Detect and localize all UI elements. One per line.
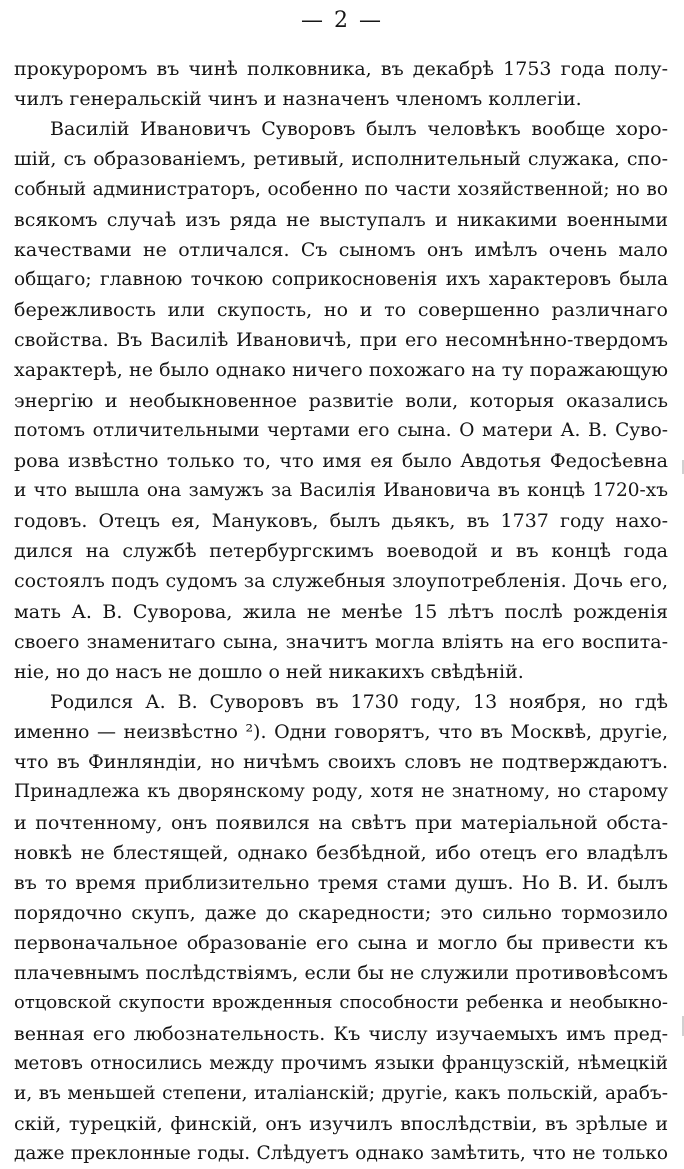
text-line: даже преклонные годы. Слѣдуетъ однако замѣтить, что не только <box>14 1143 668 1165</box>
text-line: и почтенному, онъ появился на свѣтъ при матеріальной обста- <box>14 811 668 834</box>
text-line: своего знаменитаго сына, значитъ могла вліять на его воспита- <box>14 630 668 653</box>
text-line: плачевнымъ послѣдствіямъ, если бы не служили противовѣсомъ <box>14 962 668 985</box>
text-line: новкѣ не блестящей, однако безбѣдной, ибо отецъ его владѣлъ <box>14 841 668 864</box>
text-line: бережливость или скупость, но и то совершенно различнаго <box>14 299 668 322</box>
text-line: первоначальное образованіе его сына и могло бы привести къ <box>14 932 668 955</box>
text-line: метовъ относились между прочимъ языки французскій, нѣмецкій <box>14 1052 668 1074</box>
text-line: Василій Ивановичъ Суворовъ былъ человѣкъ вообще хоро- <box>50 118 668 141</box>
text-line: характерѣ, не было однако ничего похожаго на ту поражающую <box>14 359 668 382</box>
page-number: — 2 — <box>301 8 383 33</box>
text-line: Родился А. В. Суворовъ въ 1730 году, 13 ноября, но гдѣ <box>50 690 668 713</box>
text-line: шій, съ образованіемъ, ретивый, исполнительный служака, спо- <box>14 148 668 171</box>
text-line: и что вышла она замужъ за Василія Ивановича въ концѣ 1720-хъ <box>14 479 668 501</box>
text-line: именно — неизвѣстно ²). Одни говорятъ, что въ Москвѣ, другіе, <box>14 721 668 744</box>
text-line: качествами не отличался. Съ сыномъ онъ имѣлъ очень мало <box>14 238 668 261</box>
text-line: отцовской скупости врожденныя способности ребенка и необыкно- <box>14 992 668 1014</box>
text-line: Принадлежа къ дворянскому роду, хотя не знатному, но старому <box>14 781 668 803</box>
text-line: ніе, но до насъ не дошло о ней никакихъ свѣдѣній. <box>14 660 524 683</box>
text-line: состоялъ подъ судомъ за служебныя злоупотребленія. Дочь его, <box>14 570 668 593</box>
text-line: годовъ. Отецъ ея, Мануковъ, былъ дьякъ, въ 1737 году нахо- <box>14 510 668 533</box>
text-line: порядочно скупъ, даже до скаредности; это сильно тормозило <box>14 901 668 924</box>
text-line: мать А. В. Суворова, жила не менѣе 15 лѣтъ послѣ рожденія <box>14 600 668 623</box>
text-line: свойства. Въ Василіѣ Ивановичѣ, при его несомнѣнно-твердомъ <box>14 329 668 352</box>
text-line: прокуроромъ въ чинѣ полковника, въ декабрѣ 1753 года полу- <box>14 58 668 80</box>
text-line: рова извѣстно только то, что имя ея было Авдотья Федосѣевна <box>14 449 668 472</box>
body-text <box>14 54 668 1169</box>
text-line: чилъ генеральскій чинъ и назначенъ членомъ коллегіи. <box>14 88 582 111</box>
text-line: и, въ меньшей степени, италіанскій; другіе, какъ польскій, арабъ- <box>14 1082 668 1104</box>
text-line: что въ Финляндіи, но ничѣмъ своихъ словъ не подтверждаютъ. <box>14 751 668 774</box>
text-line: венная его любознательность. Къ числу изучаемыхъ имъ пред- <box>14 1022 668 1045</box>
text-line: общаго; главною точкою соприкосновенія ихъ характеровъ была <box>14 268 668 290</box>
text-line: всякомъ случаѣ изъ ряда не выступалъ и никакими военными <box>14 208 668 231</box>
text-line: дился на службѣ петербургскимъ воеводой и въ концѣ года <box>14 540 668 563</box>
text-line: собный администраторъ, особенно по части хозяйственной; но во <box>14 178 668 200</box>
text-line: потомъ отличительными чертами его сына. О матери А. В. Суво- <box>14 419 668 441</box>
text-line: скій, турецкій, финскій, онъ изучилъ впослѣдствіи, въ зрѣлые и <box>14 1112 668 1135</box>
text-line: въ то время приблизительно тремя стами душъ. Но В. И. былъ <box>14 871 668 894</box>
text-line: энергію и необыкновенное развитіе воли, которыя оказались <box>14 389 668 412</box>
